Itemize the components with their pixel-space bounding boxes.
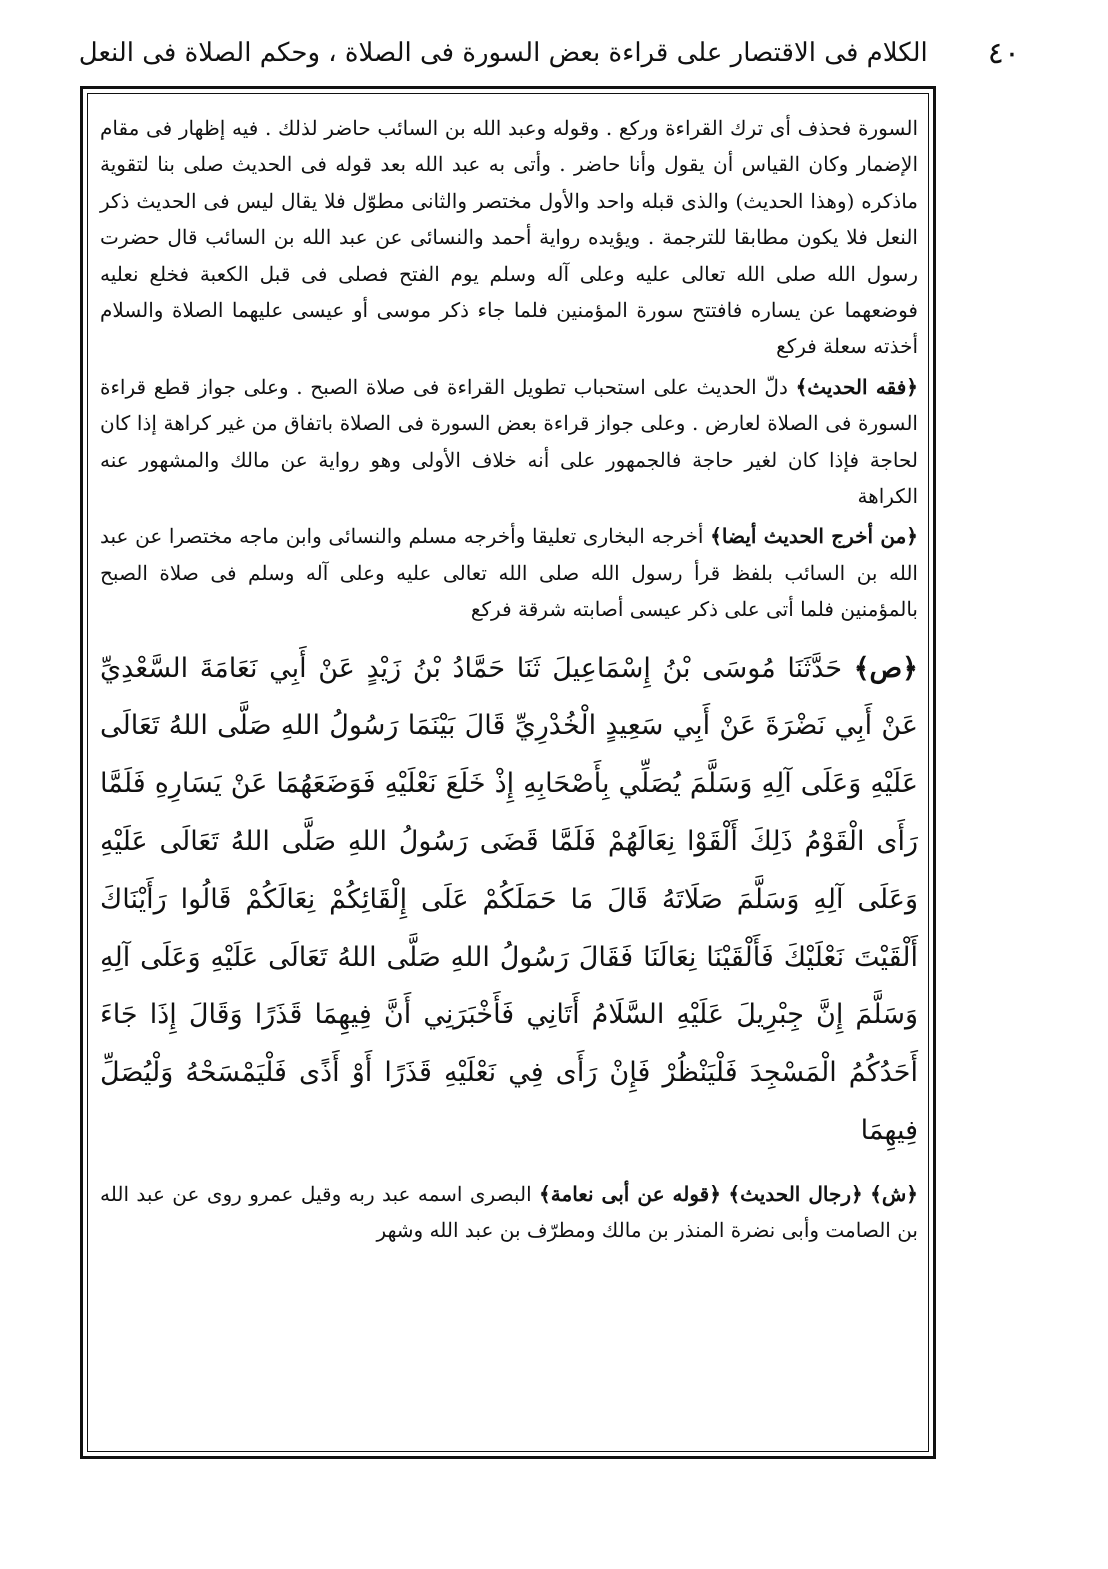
takhrij-text: أخرجه البخارى تعليقا وأخرجه مسلم والنسائى وابن ماجه مختصرا عن عبد الله بن السائب بلفظ قرأ رسول الله صلى الله تعالى عليه وعلى آله وسلم فى صلاة الصبح بالمؤمنين فلما أتى على ذكر عيسى أصابته شرقة فركع <box>100 524 918 622</box>
hadith-text-block <box>100 640 918 1160</box>
fiqh-paragraph <box>100 369 918 515</box>
sharh-paragraph <box>100 1176 918 1249</box>
section-label-rijal: ﴿رجال الحديث﴾ <box>728 1181 863 1206</box>
page-header <box>80 28 1020 78</box>
page-number: ٤٠ <box>987 35 1020 71</box>
takhrij-paragraph <box>100 518 918 627</box>
hadith-text: حَدَّثَنَا مُوسَى بْنُ إِسْمَاعِيلَ ثَنَا حَمَّادُ بْنُ زَيْدٍ عَنْ أَبِي نَعَامَةَ السَّعْدِيِّ عَنْ أَبِي نَضْرَةَ عَنْ أَبِي سَعِيدٍ الْخُدْرِيِّ قَالَ بَيْنَمَا رَسُولُ اللهِ صَلَّى اللهُ تَعَالَى عَلَيْهِ وَعَلَى آلِهِ وَسَلَّمَ يُصَلِّي بِأَصْحَابِهِ إِذْ خَلَعَ نَعْلَيْهِ فَوَضَعَهُمَا عَنْ يَسَارِهِ فَلَمَّا رَأَى الْقَوْمُ ذَلِكَ أَلْقَوْا نِعَالَهُمْ فَلَمَّا قَضَى رَسُولُ اللهِ صَلَّى اللهُ تَعَالَى عَلَيْهِ وَعَلَى آلِهِ وَسَلَّمَ صَلَاتَهُ قَالَ مَا حَمَلَكُمْ عَلَى إِلْقَائِكُمْ نِعَالَكُمْ قَالُوا رَأَيْنَاكَ أَلْقَيْتَ نَعْلَيْكَ فَأَلْقَيْنَا نِعَالَنَا فَقَالَ رَسُولُ اللهِ صَلَّى اللهُ تَعَالَى عَلَيْهِ وَعَلَى آلِهِ وَسَلَّمَ إِنَّ جِبْرِيلَ عَلَيْهِ السَّلَامُ أَتَانِي فَأَخْبَرَنِي أَنَّ فِيهِمَا قَذَرًا وَقَالَ إِذَا جَاءَ أَحَدُكُمُ الْمَسْجِدَ فَلْيَنْظُرْ فَإِنْ رَأَى فِي نَعْلَيْهِ قَذَرًا أَوْ أَذًى فَلْيَمْسَحْهُ وَلْيُصَلِّ فِيهِمَا <box>100 652 919 1147</box>
sharh-label: ﴿ش﴾ <box>870 1181 919 1206</box>
section-label-qawluhu: ﴿قوله عن أبى نعامة﴾ <box>539 1181 721 1206</box>
page-body <box>100 110 918 1249</box>
commentary-paragraph: السورة فحذف أى ترك القراءة وركع . وقوله وعبد الله بن السائب حاضر لذلك . فيه إظهار فى مقام الإضمار وكان القياس أن يقول وأنا حاضر . وأتى به عبد الله بعد قوله فى الحديث صلى بنا لتقوية ماذكره (وهذا الحديث) والذى قبله واحد والأول مختصر والثانى مطوّل فلا يقال ليس فى الحديث ذكر النعل فلا يكون مطابقا للترجمة . ويؤيده رواية أحمد والنسائى عن عبد الله بن السائب قال حضرت رسول الله صلى الله تعالى عليه وعلى آله وسلم يوم الفتح فصلى فى قبل الكعبة فخلع نعليه فوضعهما عن يساره فافتتح سورة المؤمنين فلما جاء ذكر موسى أو عيسى عليهما الصلاة والسلام أخذته سعلة فركع <box>100 116 918 359</box>
fiqh-text: دلّ الحديث على استحباب تطويل القراءة فى صلاة الصبح . وعلى جواز قطع قراءة السورة فى الصلاة لعارض . وعلى جواز قراءة بعض السورة فى الصلاة باتفاق من غير كراهة إذا كان لحاجة فإذا كان لغير حاجة فالجمهور على أنه خلاف الأولى وهو رواية عن مالك والمشهور عنه الكراهة <box>100 374 918 509</box>
section-label-fiqh: ﴿فقه الحديث﴾ <box>795 374 918 399</box>
sharh-text: البصرى اسمه عبد ربه وقيل عمرو روى عن عبد الله بن الصامت وأبى نضرة المنذر بن مالك ومطرّف بن عبد الله وشهر <box>100 1181 918 1243</box>
section-label-takhrij: ﴿من أخرج الحديث أيضا﴾ <box>710 524 918 549</box>
hadith-label: ﴿ص﴾ <box>853 652 918 684</box>
running-title: الكلام فى الاقتصار على قراءة بعض السورة فى الصلاة ، وحكم الصلاة فى النعل <box>78 38 928 68</box>
